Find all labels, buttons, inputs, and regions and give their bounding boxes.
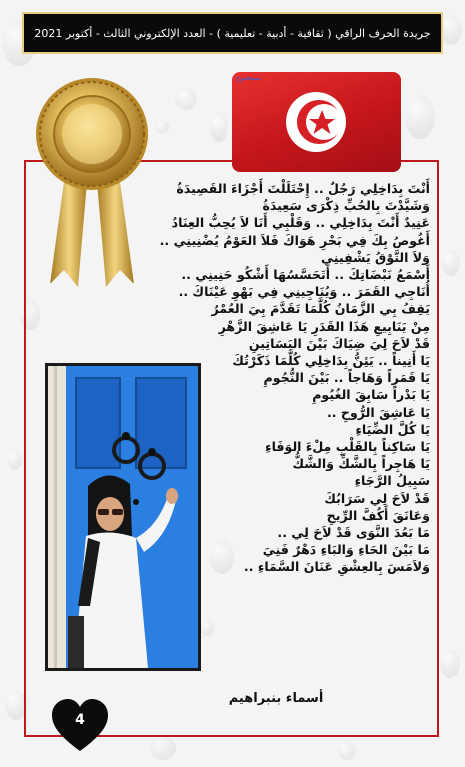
poem-line: يَا قَمَراً وَهَاجاً .. بَيْنَ النُّجُومِ [263,370,430,386]
drop [442,250,460,276]
drop [8,450,22,470]
poem-line: مِنْ يَنَابِيعِ هَذَا القَدَرِ يَا عَاشِقَ الزَّهْرِ [218,318,430,334]
poem-line: يَا أَنِيناً .. يَئِنُّ بِدَاخِلِي كُلَّمَا ذَكَرْتُكَ [232,353,430,369]
author-signature: أسماء بنبراهيم [228,691,324,706]
poem-line: مَا بَعُدَ النَّوَى قَدْ لاَحَ لِي .. [277,525,430,541]
author-photo [45,363,201,671]
frame-border-left [24,160,26,737]
drop [440,15,462,45]
newspaper-header-title: جريدة الحرف الراقي ( ثقافية - أدبية - تعليمية ) - العدد الإلكتروني الثالث - أكتوبر 2021 [34,26,431,40]
poem-line: أُنَاجِي القَمَرَ .. وَيُنَاجِينِي فِي بَهْوِ عَيْنَاكَ .. [178,284,430,300]
poem-line: قَدْ لاَحَ لِيَ ضِيَاكَ بَيْنَ البَسَاتِينِ [248,335,430,351]
poem-line: يَا كُلَّ الضِّيَاءِ [355,421,430,437]
poem-line: سَبِيلُ الرَّجَاءِ [354,473,430,489]
flag-emblem-icon [284,80,348,164]
poem-line: وَلاَ التَّوْقُ يَشْفِينِي [321,249,430,265]
drop [200,620,214,636]
drop [150,736,176,760]
poem-line: أَنْتَ بِدَاخِلِي رَجُلٌ .. إِحْتَلَلْتَ أَجْزَاءَ القَصِيدَةُ [176,181,430,196]
author-portrait-image [48,366,198,668]
flag-watermark-tag: سمحنوح [236,74,261,82]
poem-line: عَنِيدٌ أَنْتَ بِدَاخِلِي .. وَقَلْبِي أَنَا لاَ يُحِبُّ العِنَادُ [171,215,430,231]
drop [440,650,460,678]
poem-line: يَا عَاشِقَ الرُّوحِ .. [326,404,430,420]
poem-line: وَشَيَّدْتَ بِالحُبِّ ذِكْرَى سَعِيدَةُ [262,198,430,214]
poem-line: يَقِفُ بِي الزَّمَانُ كُلَّمَا تَقَدَّمَ بِيَ العُمْرُ [211,301,430,317]
poem-line: يَا بَدْراً سَابِقَ الغُيُومِ [312,387,430,403]
drop [338,742,356,760]
gold-rosette-medal-icon [36,72,148,292]
drop [405,95,435,139]
page-number: 4 [75,712,85,728]
drop [175,88,197,110]
frame-border-right [437,160,439,737]
newspaper-header-banner [22,12,443,54]
poem-line: أَسْمَعُ نَبْضَاتِكَ .. أَتَحَسَّسُهَا أَشْكُو حَنِينِي .. [181,267,430,283]
poem-line: مَا بَيْنَ الحَاءِ وَالبَاءِ دَهْرٌ فَنِيَ [262,542,430,558]
tunisia-flag [232,72,401,172]
poem-line: أَغُوصُ بِكَ فِي بَحْرِ هَوَاكَ فَلاَ العَوْمُ يُضْنِينِي .. [159,232,430,248]
drop [20,300,40,330]
poem-line: وَلاَمَسَ بِالعِشْقِ عَنَانَ السَّمَاءِ .. [243,559,430,575]
poem-line: يَا هَاجِراً بِالشَّكِّ وَالشَّكُّ [292,456,430,472]
poem-line: يَا سَاكِناً بِالقَلْبِ مِلْءَ الوَفَاءِ [265,439,430,455]
poem-line: وَعَانَقَ أَكُفَّ الرِّيحِ [326,507,430,523]
drop [155,120,169,134]
poem-line: قَدْ لاَحَ لِي سَرَابُكَ [324,490,430,506]
drop [210,112,228,142]
